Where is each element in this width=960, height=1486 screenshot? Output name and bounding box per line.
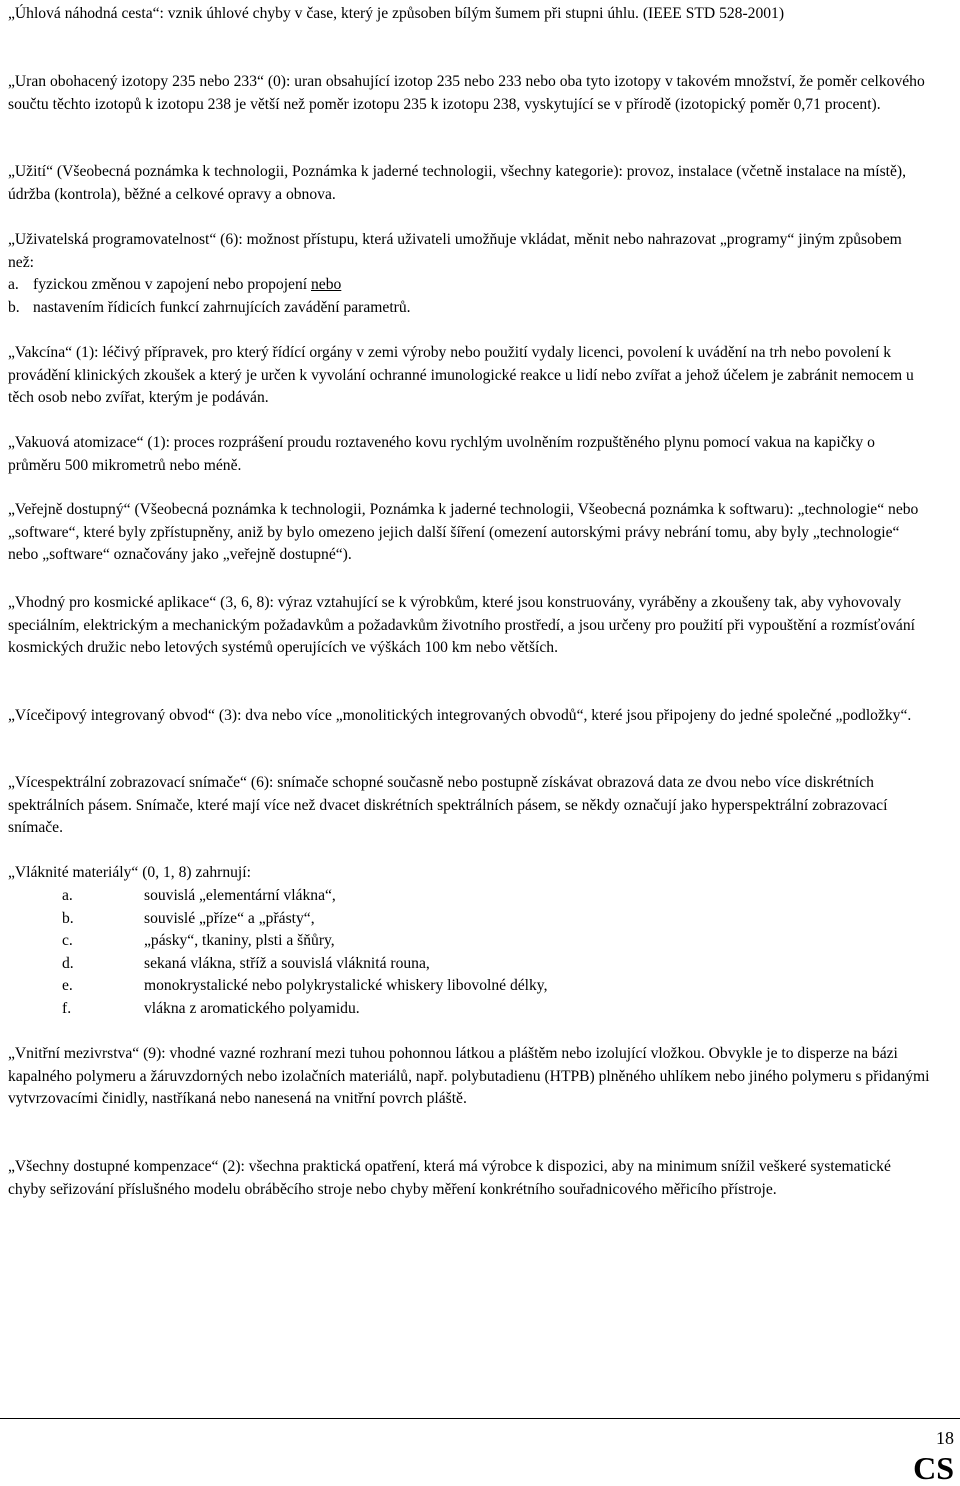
entry-uzivatelska-programovatelnost: „Uživatelská programovatelnost“ (6): možnost přístupu, která uživateli umožňuje vkládat, měnit nebo nahrazovat „programy“ jiným způsobem než: (8, 231, 902, 271)
entry-vhodny-pro-kosmicke-aplikace: „Vhodný pro kosmické aplikace“ (3, 6, 8): výraz vztahující se k výrobkům, které jsou konstruovány, vyráběny a zkoušeny tak, aby vyhovovaly speciálním, elektrickým a mechanickým požadavkům a požadavkům životního prostředí, a jsou určeny pro použití při vypouštění a rozmísťování kosmických družic nebo letových systémů operujících ve výškách 100 km nebo větších. (8, 594, 915, 656)
uzivatelska-list (8, 274, 411, 319)
list-item (62, 975, 547, 998)
vlaknite-list (62, 885, 547, 1020)
list-item-letter: e. (62, 977, 73, 994)
page-number: 18 (936, 1428, 954, 1448)
list-item-letter: b. (62, 909, 74, 927)
list-item (62, 953, 547, 976)
entry-vlaknite-materialy: „Vláknité materiály“ (0, 1, 8) zahrnují: (8, 864, 251, 881)
entry-uziti: „Užití“ (Všeobecná poznámka k technologii, Poznámka k jaderné technologii, všechny kategorie): provoz, instalace (včetně instalace na místě), údržba (kontrola), běžné a celkové opravy a obnova. (8, 163, 907, 203)
list-item-letter: a. (62, 887, 73, 904)
list-item-text: fyzickou změnou v zapojení nebo propojení nebo (33, 276, 342, 293)
entry-uhlova-nahodna-cesta: „Úhlová náhodná cesta“: vznik úhlové chyby v čase, který je způsoben bílým šumem při stupni úhlu. (IEEE STD 528-2001) (8, 5, 785, 22)
list-item-text: souvislé „příze“ a „přásty“, (144, 909, 315, 927)
underlined-word: nebo (311, 276, 342, 293)
language-code: CS (913, 1450, 954, 1486)
list-item-letter: c. (62, 932, 73, 949)
list-item (62, 930, 547, 953)
list-item-letter: b. (8, 298, 20, 316)
entry-vakuova-atomizace: „Vakuová atomizace“ (1): proces rozprášení proudu roztaveného kovu rychlým uvolněním rozpuštěného plynu pomocí vakua na kapičky o průměru 500 mikrometrů nebo méně. (8, 434, 875, 474)
footer-divider (0, 1418, 960, 1419)
list-item-text: souvislá „elementární vlákna“, (144, 887, 336, 904)
entry-vsechny-dostupne-kompenzace: „Všechny dostupné kompenzace“ (2): všechna praktická opatření, která má výrobce k dispozici, aby na minimum snížil veškeré systematické chyby seřizování příslušného modelu obráběcího stroje nebo chyby měření konkrétního souřadnicového měřicího přístroje. (8, 1158, 891, 1198)
list-item-letter: d. (62, 954, 74, 972)
list-item-letter: f. (62, 999, 72, 1017)
list-item (8, 297, 411, 320)
list-item-text: „pásky“, tkaniny, plsti a šňůry, (144, 932, 335, 949)
entry-verejne-dostupny: „Veřejně dostupný“ (Všeobecná poznámka k technologii, Poznámka k jaderné technologii, Všeobecná poznámka k softwaru): „technologie“ nebo „software“, které byly zpřístupněny, aniž by bylo omezeno jejich další šíření (omezení autorskými právy nebrání tomu, aby byly „technologie“ nebo „software“ označovány jako „veřejně dostupné“). (8, 501, 919, 563)
entry-vicespektralni-snimace: „Vícespektrální zobrazovací snímače“ (6): snímače schopné současně nebo postupně získávat obrazová data ze dvou nebo více diskrétních spektrálních pásem. Snímače, které mají více než dvacet diskrétních spektrálních pásem, se někdy označují jako hyperspektrální zobrazovací snímače. (8, 774, 888, 836)
entry-uran-obohaceny: „Uran obohacený izotopy 235 nebo 233“ (0): uran obsahující izotop 235 nebo 233 nebo oba tyto izotopy v takovém množství, že poměr celkového součtu těchto izotopů k izotopu 238 je větší než poměr izotopu 235 k izotopu 238, vyskytující se v přírodě (izotopický poměr 0,71 procent). (8, 73, 925, 113)
list-item-text: sekaná vlákna, stříž a souvislá vláknitá rouna, (144, 954, 430, 972)
list-item-text: vlákna z aromatického polyamidu. (144, 999, 360, 1017)
list-item-letter: a. (8, 276, 19, 293)
list-item (8, 274, 411, 297)
entry-vnitrni-mezivrstva: „Vnitřní mezivrstva“ (9): vhodné vazné rozhraní mezi tuhou pohonnou látkou a pláštěm nebo izolující vložkou. Obvykle je to disperze na bázi kapalného polymeru a žáruvzdorných nebo izolačních materiálů, např. polybutadienu (HTPB) plněného uhlíkem nebo jiného polymeru s přidanými vytvrzovacími činidly, nastříkaná nebo nanesená na vnitřní povrch pláště. (8, 1045, 930, 1107)
entry-vicecipovy-obvod: „Vícečipový integrovaný obvod“ (3): dva nebo více „monolitických integrovaných obvodů“, které jsou připojeny do jedné společné „podložky“. (8, 707, 912, 724)
list-item (62, 998, 547, 1021)
list-item-text: nastavením řídicích funkcí zahrnujících zavádění parametrů. (33, 298, 411, 316)
list-item (62, 885, 547, 908)
list-item-text: monokrystalické nebo polykrystalické whiskery libovolné délky, (144, 977, 548, 994)
entry-vakcina: „Vakcína“ (1): léčivý přípravek, pro který řídící orgány v zemi výroby nebo použití vydaly licenci, povolení k uvádění na trh nebo povolení k provádění klinických zkoušek a který je určen k vyvolání ochranné imunologické reakce u lidí nebo zvířat a jehož účelem je zabránit nemocem u těch osob nebo zvířat, kterým je podáván. (8, 344, 914, 406)
list-item (62, 908, 547, 931)
